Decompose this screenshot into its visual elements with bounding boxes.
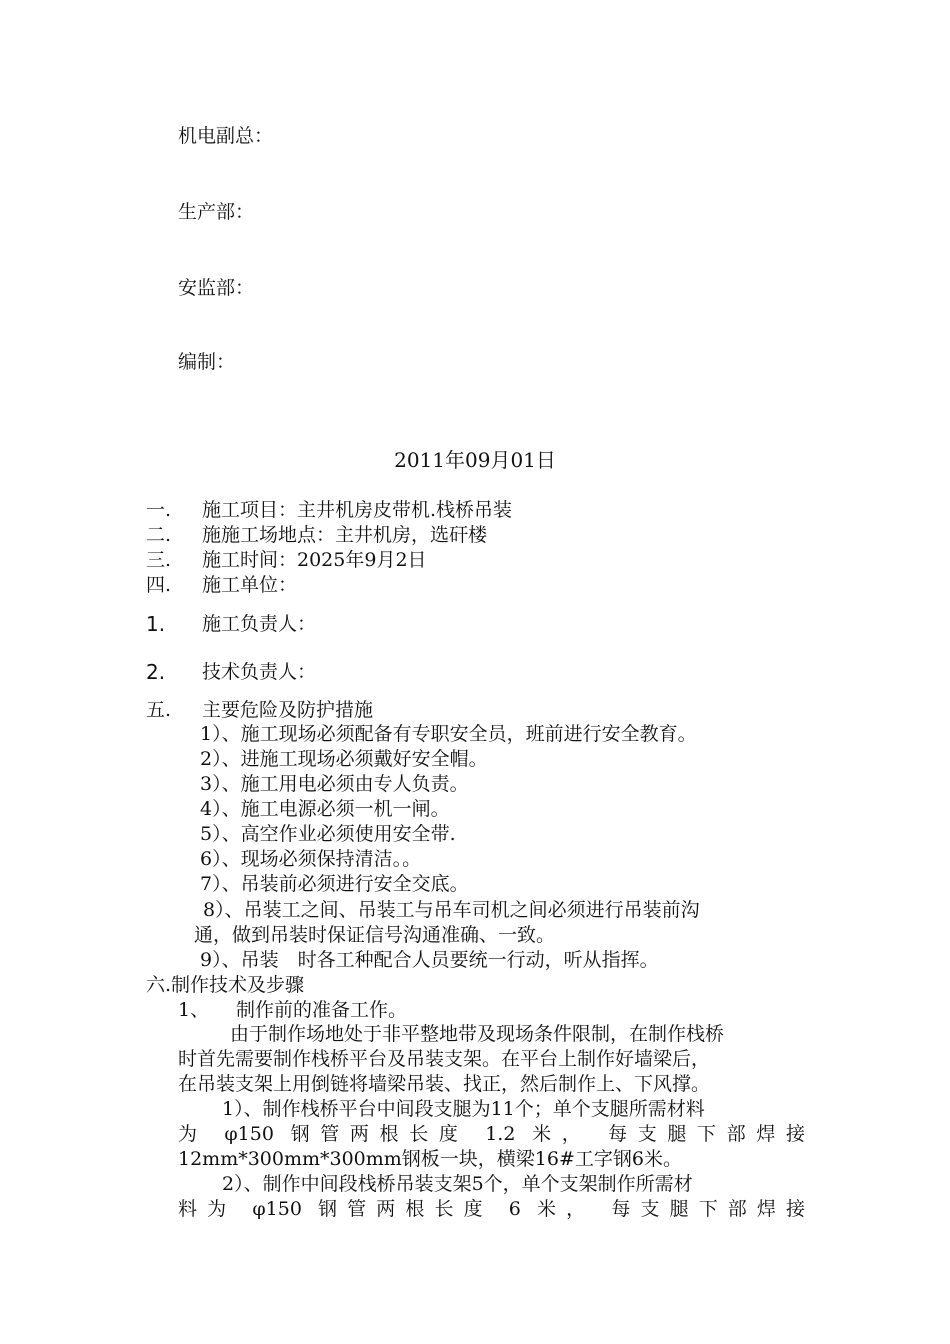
safety-item-8-line-1: 8）、吊装工之间、吊装工与吊车司机之间必须进行吊装前沟 bbox=[203, 899, 700, 921]
signature-production: 生产部： bbox=[178, 201, 255, 223]
subsection-1-title: 制作前的准备工作。 bbox=[236, 999, 408, 1021]
section-3-text: 施工时间：2025年9月2日 bbox=[202, 549, 427, 571]
paragraph-line-2: 时首先需要制作栈桥平台及吊装支架。在平台上制作好墙梁后， bbox=[178, 1048, 711, 1070]
step-1-line-2: 为 φ150 钢管两根长度 1.2 米， 每支腿下部焊接 bbox=[178, 1123, 805, 1145]
subsection-1-number: 1、 bbox=[178, 999, 210, 1021]
section-5-number: 五. bbox=[146, 699, 172, 721]
step-1-line-1: 1）、制作栈桥平台中间段支腿为11个；单个支腿所需材料 bbox=[222, 1098, 705, 1120]
section-6-heading: 六.制作技术及步骤 bbox=[146, 974, 305, 996]
responsible-1-text: 施工负责人： bbox=[202, 613, 317, 635]
section-4-text: 施工单位： bbox=[202, 574, 298, 596]
section-2-number: 二. bbox=[146, 524, 172, 546]
safety-item-7: 7）、吊装前必须进行安全交底。 bbox=[200, 873, 469, 895]
responsible-1-number: 1. bbox=[146, 612, 166, 636]
section-1-number: 一. bbox=[146, 499, 172, 521]
safety-item-1: 1）、施工现场必须配备有专职安全员，班前进行安全教育。 bbox=[200, 723, 697, 745]
signature-safety: 安监部： bbox=[178, 277, 255, 299]
section-3-number: 三. bbox=[146, 549, 172, 571]
safety-item-5: 5）、高空作业必须使用安全带. bbox=[200, 823, 456, 845]
signature-vice-director: 机电副总： bbox=[178, 125, 274, 147]
paragraph-line-1: 由于制作场地处于非平整地带及现场条件限制，在制作栈桥 bbox=[230, 1023, 725, 1045]
step-1-line-3: 12mm*300mm*300mm钢板一块，横梁16#工字钢6米。 bbox=[178, 1148, 682, 1170]
step-2-line-2: 料为 φ150 钢管两根长度 6 米， 每支腿下部焊接 bbox=[178, 1198, 805, 1220]
paragraph-line-3: 在吊装支架上用倒链将墙梁吊装、找正，然后制作上、下风撑。 bbox=[178, 1073, 711, 1095]
section-4-number: 四. bbox=[146, 574, 172, 596]
safety-item-3: 3）、施工用电必须由专人负责。 bbox=[200, 773, 469, 795]
safety-item-9: 9）、吊装 时各工种配合人员要统一行动，听从指挥。 bbox=[200, 949, 659, 971]
responsible-2-number: 2. bbox=[146, 660, 166, 684]
safety-item-6: 6）、现场必须保持清洁。。 bbox=[200, 848, 422, 870]
responsible-2-text: 技术负责人： bbox=[202, 661, 317, 683]
section-2-text: 施施工场地点：主井机房，选矸楼 bbox=[202, 524, 488, 546]
signature-compiled: 编制： bbox=[178, 351, 236, 373]
section-5-text: 主要危险及防护措施 bbox=[202, 699, 374, 721]
document-date: 2011年09月01日 bbox=[394, 448, 556, 472]
safety-item-2: 2）、进施工现场必须戴好安全帽。 bbox=[200, 748, 488, 770]
step-2-line-1: 2）、制作中间段栈桥吊装支架5个，单个支架制作所需材 bbox=[222, 1173, 693, 1195]
safety-item-4: 4）、施工电源必须一机一闸。 bbox=[200, 798, 450, 820]
section-1-text: 施工项目：主井机房皮带机.栈桥吊装 bbox=[202, 499, 513, 521]
safety-item-8-line-2: 通，做到吊装时保证信号沟通准确、一致。 bbox=[194, 924, 556, 946]
